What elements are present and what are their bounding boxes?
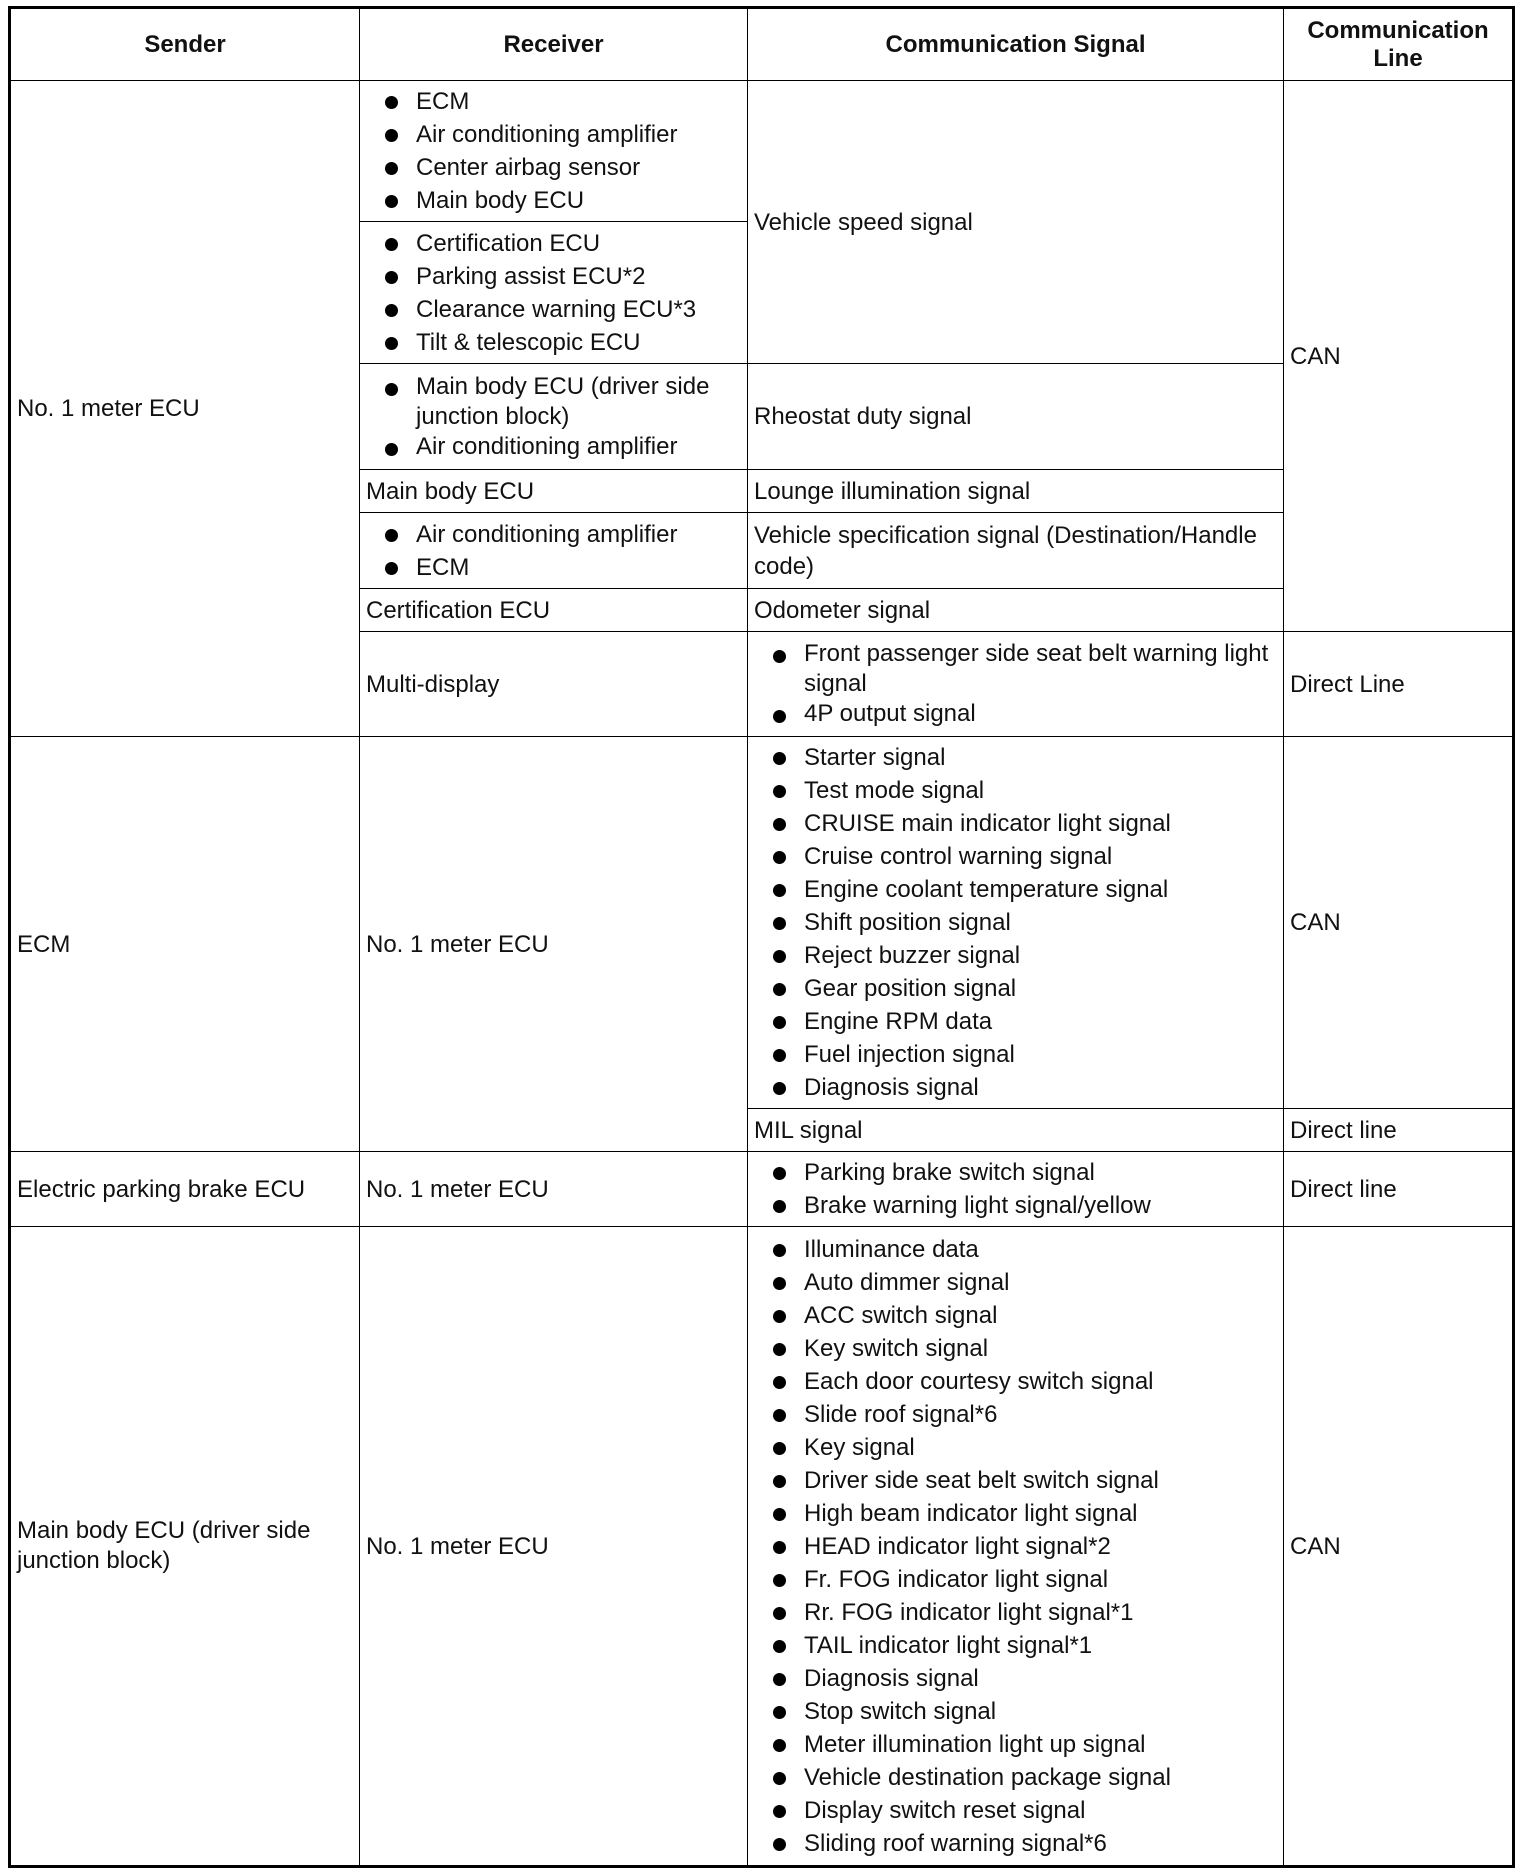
- list-item: [754, 1299, 1277, 1332]
- list-item-text: Parking assist ECU*2: [416, 262, 646, 290]
- line-cell: Direct line: [1284, 1109, 1514, 1152]
- list-item-text: Cruise control warning signal: [804, 843, 1113, 870]
- receiver-list: [366, 227, 741, 359]
- signal-list: [754, 1156, 1277, 1222]
- list-item-text: Key signal: [804, 1433, 915, 1461]
- list-item: [754, 1038, 1277, 1071]
- list-item: [754, 906, 1277, 939]
- line-cell: CAN: [1284, 1227, 1514, 1867]
- list-item-text: Meter illumination light up signal: [804, 1730, 1146, 1758]
- list-item-text: Gear position signal: [804, 975, 1017, 1002]
- list-item-text: Illuminance data: [804, 1235, 979, 1263]
- signal-cell: Lounge illumination signal: [748, 470, 1284, 513]
- list-item: [754, 1233, 1277, 1266]
- list-item-text: HEAD indicator light signal*2: [804, 1532, 1111, 1560]
- signal-list: [754, 639, 1277, 729]
- signal-cell: [748, 1152, 1284, 1227]
- receiver-list: [366, 372, 741, 462]
- list-item: [754, 1071, 1277, 1104]
- list-item: [754, 1728, 1277, 1761]
- list-item: [754, 1156, 1277, 1189]
- list-item-text: Air conditioning amplifier: [416, 520, 678, 548]
- receiver-cell: [360, 222, 748, 364]
- list-item: [754, 1695, 1277, 1728]
- receiver-cell: No. 1 meter ECU: [360, 1152, 748, 1227]
- list-item: [366, 326, 741, 359]
- list-item: [754, 774, 1277, 807]
- list-item: [366, 151, 741, 184]
- list-item-text: Auto dimmer signal: [804, 1268, 1010, 1296]
- list-item: [366, 118, 741, 151]
- list-item-text: Fuel injection signal: [804, 1041, 1015, 1068]
- sender-cell: Electric parking brake ECU: [10, 1152, 360, 1227]
- list-item: [754, 1563, 1277, 1596]
- signal-list: [754, 741, 1277, 1104]
- signal-cell: [748, 737, 1284, 1109]
- signal-cell: Odometer signal: [748, 589, 1284, 632]
- list-item: [366, 372, 741, 432]
- list-item: [754, 1464, 1277, 1497]
- list-item-text: TAIL indicator light signal*1: [804, 1631, 1093, 1659]
- header-row: [10, 8, 1514, 81]
- list-item: [366, 518, 741, 551]
- signal-cell: [748, 1227, 1284, 1867]
- header-sender: Sender: [10, 8, 360, 81]
- line-cell: CAN: [1284, 81, 1514, 632]
- sender-cell: No. 1 meter ECU: [10, 81, 360, 737]
- header-signal: Communication Signal: [748, 8, 1284, 81]
- list-item: [754, 1497, 1277, 1530]
- list-item-text: Diagnosis signal: [804, 1074, 979, 1101]
- list-item: [366, 85, 741, 118]
- list-item: [754, 1629, 1277, 1662]
- list-item-text: Shift position signal: [804, 909, 1011, 936]
- list-item-text: Center airbag sensor: [416, 154, 641, 181]
- table-row: [10, 1152, 1514, 1227]
- table-row: [10, 81, 1514, 222]
- line-cell: Direct Line: [1284, 632, 1514, 737]
- signal-cell: [748, 632, 1284, 737]
- list-item: [754, 1005, 1277, 1038]
- list-item: [366, 184, 741, 217]
- list-item-text: Engine coolant temperature signal: [804, 876, 1169, 903]
- list-item: [754, 1794, 1277, 1827]
- receiver-cell: No. 1 meter ECU: [360, 1227, 748, 1867]
- list-item: [754, 939, 1277, 972]
- receiver-cell: [360, 513, 748, 589]
- list-item-text: Certification ECU: [416, 229, 601, 257]
- signal-cell: MIL signal: [748, 1109, 1284, 1152]
- header-line: Communication Line: [1284, 8, 1514, 81]
- list-item: [366, 432, 741, 462]
- list-item: [754, 1266, 1277, 1299]
- list-item-text: Each door courtesy switch signal: [804, 1367, 1154, 1395]
- list-item-text: Key switch signal: [804, 1334, 989, 1362]
- signal-cell: Vehicle speed signal: [748, 81, 1284, 364]
- list-item: [754, 1662, 1277, 1695]
- list-item: [754, 873, 1277, 906]
- list-item-text: High beam indicator light signal: [804, 1499, 1138, 1527]
- receiver-cell: Multi-display: [360, 632, 748, 737]
- list-item: [754, 1596, 1277, 1629]
- list-item-text: Sliding roof warning signal*6: [804, 1829, 1107, 1857]
- signal-list: [754, 1233, 1277, 1860]
- list-item: [754, 840, 1277, 873]
- list-item-text: Main body ECU (driver side junction block): [416, 372, 710, 430]
- list-item: [754, 972, 1277, 1005]
- list-item-text: Front passenger side seat belt warning light signal: [804, 640, 1269, 697]
- list-item: [754, 1530, 1277, 1563]
- sender-cell: ECM: [10, 737, 360, 1152]
- receiver-cell: Main body ECU: [360, 470, 748, 513]
- list-item-text: Air conditioning amplifier: [416, 121, 678, 148]
- list-item-text: CRUISE main indicator light signal: [804, 810, 1171, 837]
- list-item: [366, 551, 741, 584]
- table-row: [10, 1227, 1514, 1867]
- list-item-text: Slide roof signal*6: [804, 1400, 998, 1428]
- receiver-cell: Certification ECU: [360, 589, 748, 632]
- signal-cell: Vehicle specification signal (Destination/Handle code): [748, 513, 1284, 589]
- list-item: [754, 1827, 1277, 1860]
- list-item-text: Main body ECU: [416, 187, 585, 214]
- list-item: [754, 1398, 1277, 1431]
- list-item: [366, 227, 741, 260]
- list-item: [754, 1365, 1277, 1398]
- list-item-text: Diagnosis signal: [804, 1664, 979, 1692]
- list-item-text: Driver side seat belt switch signal: [804, 1466, 1159, 1494]
- list-item-text: Clearance warning ECU*3: [416, 295, 697, 323]
- list-item: [754, 741, 1277, 774]
- list-item-text: Stop switch signal: [804, 1697, 997, 1725]
- list-item: [754, 639, 1277, 699]
- list-item: [754, 807, 1277, 840]
- line-cell: CAN: [1284, 737, 1514, 1109]
- list-item-text: Tilt & telescopic ECU: [416, 328, 641, 356]
- list-item-text: Brake warning light signal/yellow: [804, 1192, 1151, 1219]
- receiver-list: [366, 518, 741, 584]
- sender-cell: Main body ECU (driver side junction block): [10, 1227, 360, 1867]
- list-item: [366, 293, 741, 326]
- receiver-cell: [360, 81, 748, 222]
- receiver-cell: No. 1 meter ECU: [360, 737, 748, 1152]
- list-item-text: Vehicle destination package signal: [804, 1763, 1171, 1791]
- receiver-list: [366, 85, 741, 217]
- line-cell: Direct line: [1284, 1152, 1514, 1227]
- communication-table: [8, 6, 1515, 1868]
- list-item-text: Fr. FOG indicator light signal: [804, 1565, 1109, 1593]
- list-item: [754, 699, 1277, 729]
- list-item-text: Rr. FOG indicator light signal*1: [804, 1598, 1134, 1626]
- list-item-text: Display switch reset signal: [804, 1796, 1086, 1824]
- receiver-cell: [360, 364, 748, 470]
- list-item-text: Test mode signal: [804, 777, 985, 804]
- list-item-text: ECM: [416, 553, 470, 581]
- list-item-text: Engine RPM data: [804, 1008, 993, 1035]
- list-item-text: ECM: [416, 88, 470, 115]
- list-item-text: Starter signal: [804, 744, 946, 771]
- list-item-text: Air conditioning amplifier: [416, 432, 678, 460]
- list-item: [754, 1332, 1277, 1365]
- list-item-text: 4P output signal: [804, 700, 976, 727]
- signal-cell: Rheostat duty signal: [748, 364, 1284, 470]
- list-item: [754, 1761, 1277, 1794]
- list-item-text: Parking brake switch signal: [804, 1159, 1095, 1186]
- header-receiver: Receiver: [360, 8, 748, 81]
- list-item: [366, 260, 741, 293]
- list-item: [754, 1189, 1277, 1222]
- table-row: [10, 737, 1514, 1109]
- list-item-text: Reject buzzer signal: [804, 942, 1021, 969]
- table-wrapper: [8, 6, 1515, 1868]
- list-item: [754, 1431, 1277, 1464]
- list-item-text: ACC switch signal: [804, 1301, 998, 1329]
